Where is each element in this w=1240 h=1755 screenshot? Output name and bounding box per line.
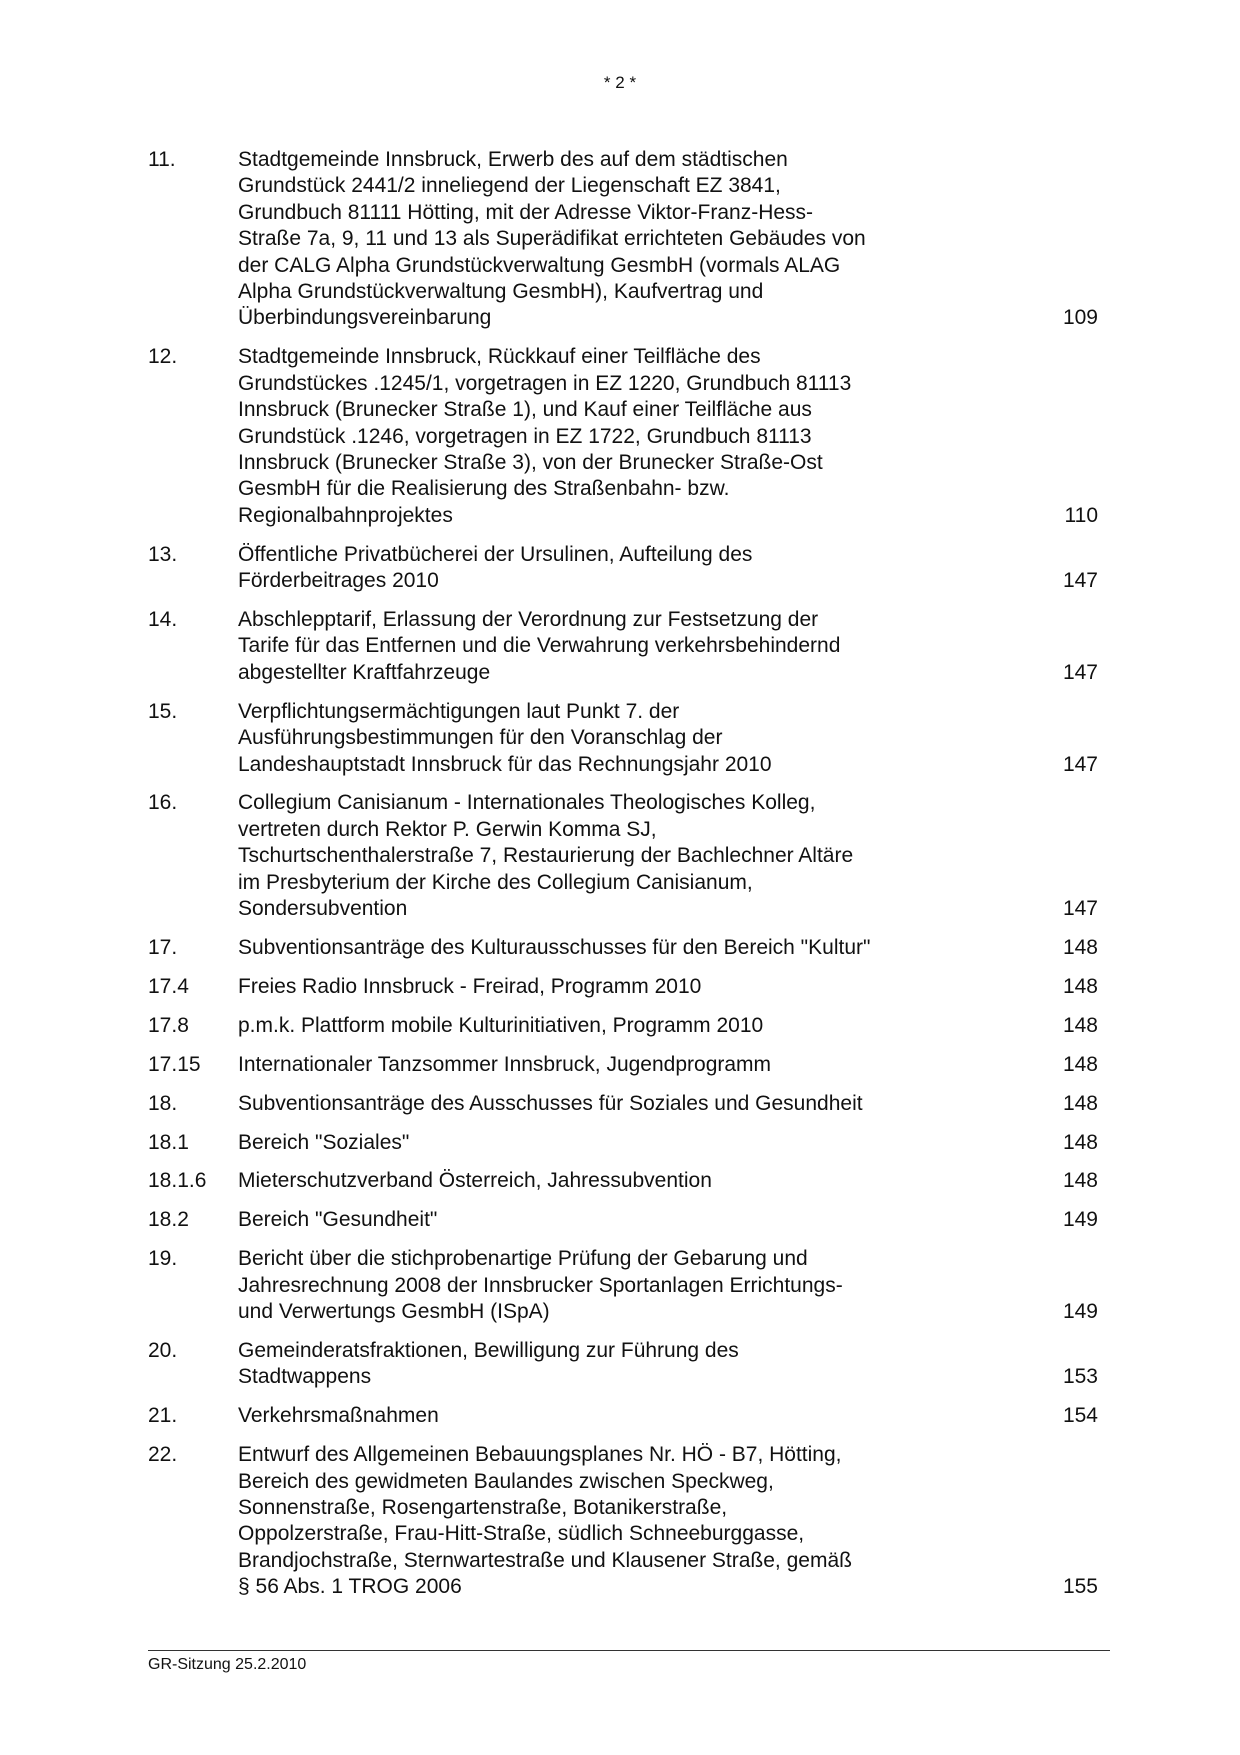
toc-entry-number: 18.2 xyxy=(148,1208,189,1232)
toc-entry xyxy=(148,147,1098,332)
toc-entry-title-line: Ausführungsbestimmungen für den Voranschlag der xyxy=(238,726,723,750)
toc-entry-title-line: Internationaler Tanzsommer Innsbruck, Jugendprogramm xyxy=(238,1052,772,1076)
toc-entry-page-number: 147 xyxy=(1062,660,1098,684)
toc-entry-number: 18.1.6 xyxy=(148,1169,207,1193)
toc-entry-number: 11. xyxy=(148,148,176,171)
toc-entry-number: 12. xyxy=(148,345,178,369)
toc-entry xyxy=(148,790,1098,922)
toc-entry-title-line: Sonnenstraße, Rosengartenstraße, Botanikerstraße, xyxy=(238,1495,728,1519)
toc-entry-number: 19. xyxy=(148,1247,178,1271)
toc-entry-title-line: Alpha Grundstückverwaltung GesmbH), Kaufvertrag und xyxy=(238,280,764,304)
toc-entry-page-number: 148 xyxy=(1062,1091,1098,1115)
toc-entry-number: 15. xyxy=(148,699,178,723)
toc-entry-title-line: Innsbruck (Brunecker Straße 1), und Kauf einer Teilfläche aus xyxy=(238,398,812,422)
toc-entry xyxy=(148,974,1098,1000)
toc-entry-title-line: Bericht über die stichprobenartige Prüfung der Gebarung und xyxy=(238,1247,808,1271)
toc-entry xyxy=(148,607,1098,686)
toc-entry-title-line: Oppolzerstraße, Frau-Hitt-Straße, südlich Schneeburggasse, xyxy=(238,1522,805,1546)
toc-entry-page-number: 148 xyxy=(1062,1130,1098,1154)
toc-entry-title-line: Gemeinderatsfraktionen, Bewilligung zur Führung des xyxy=(238,1338,739,1362)
toc-entry-page-number: 148 xyxy=(1062,935,1098,959)
toc-entry-title-line: Mieterschutzverband Österreich, Jahressubvention xyxy=(238,1169,712,1193)
toc-entry-number: 18. xyxy=(148,1091,178,1115)
toc-entry xyxy=(148,1013,1098,1039)
toc-entry-title xyxy=(238,542,958,595)
toc-entry-title-line: Subventionsanträge des Kulturausschusses für den Bereich "Kultur" xyxy=(238,935,871,959)
toc-entry xyxy=(148,1403,1098,1429)
toc-entry-title-line: Jahresrechnung 2008 der Innsbrucker Sportanlagen Errichtungs- xyxy=(238,1273,843,1297)
toc-entry xyxy=(148,1052,1098,1078)
page-number: * 2 * xyxy=(603,73,637,92)
toc-entry-page-number: 148 xyxy=(1062,974,1098,998)
toc-entry-page-number: 109 xyxy=(1062,306,1098,330)
toc-entry-title xyxy=(238,1052,958,1078)
toc-entry-title-line: p.m.k. Plattform mobile Kulturinitiativen, Programm 2010 xyxy=(238,1013,764,1037)
toc-entry-title-line: abgestellter Kraftfahrzeuge xyxy=(238,660,491,684)
toc-entry-title-line: Brandjochstraße, Sternwartestraße und Klausener Straße, gemäß xyxy=(238,1548,852,1572)
toc-entry-title-line: Bereich "Soziales" xyxy=(238,1130,410,1154)
toc-entry-title-line: Collegium Canisianum - Internationales Theologisches Kolleg, xyxy=(238,791,816,815)
toc-entry-title xyxy=(238,974,958,1000)
toc-entry-title-line: Entwurf des Allgemeinen Bebauungsplanes Nr. HÖ - B7, Hötting, xyxy=(238,1443,842,1467)
toc-entry-number: 13. xyxy=(148,542,178,566)
toc-entry-title-line: der CALG Alpha Grundstückverwaltung GesmbH (vormals ALAG xyxy=(238,253,841,277)
toc-entry xyxy=(148,1130,1098,1156)
toc-entry-title xyxy=(238,1403,958,1429)
toc-entry-title-line: Grundstück .1246, vorgetragen in EZ 1722, Grundbuch 81113 xyxy=(238,424,812,448)
toc-entry-number: 17.8 xyxy=(148,1013,189,1037)
toc-entry-title-line: Straße 7a, 9, 11 und 13 als Superädifikat errichteten Gebäudes von xyxy=(238,227,866,251)
toc-entry-title-line: Stadtwappens xyxy=(238,1365,372,1389)
toc-entry-page-number: 153 xyxy=(1062,1365,1098,1389)
toc-entry-title xyxy=(238,147,958,332)
toc-entry-page-number: 149 xyxy=(1062,1300,1098,1324)
toc-entry-number: 14. xyxy=(148,608,178,631)
toc-entry-title-line: Innsbruck (Brunecker Straße 3), von der Brunecker Straße-Ost xyxy=(238,450,823,474)
toc-entry xyxy=(148,1338,1098,1391)
toc-entry-title-line: Bereich "Gesundheit" xyxy=(238,1208,438,1232)
toc-entry-page-number: 149 xyxy=(1062,1208,1098,1232)
toc-entry-title-line: GesmbH für die Realisierung des Straßenbahn- bzw. xyxy=(238,477,730,501)
toc-entry-title xyxy=(238,790,958,922)
toc-entry-title xyxy=(238,1168,958,1194)
footer-session-date: GR-Sitzung 25.2.2010 xyxy=(148,1656,307,1673)
toc-entry-title xyxy=(238,1091,958,1117)
toc-entry-title-line: Verkehrsmaßnahmen xyxy=(238,1404,439,1428)
toc-entry-number: 21. xyxy=(148,1404,178,1428)
toc-entry-title xyxy=(238,1246,958,1325)
toc-entry xyxy=(148,1168,1098,1194)
toc-entry-number: 17.15 xyxy=(148,1052,201,1076)
toc-entry-title xyxy=(238,1013,958,1039)
toc-entry-title-line: Überbindungsvereinbarung xyxy=(238,306,492,330)
toc-entry-page-number: 110 xyxy=(1064,503,1098,527)
toc-entry xyxy=(148,1207,1098,1233)
toc-entry xyxy=(148,935,1098,961)
toc-entry-title-line: Abschlepptarif, Erlassung der Verordnung zur Festsetzung der xyxy=(238,608,819,631)
toc-entry-page-number: 147 xyxy=(1062,569,1098,593)
toc-entry-title xyxy=(238,344,958,529)
toc-entry-page-number: 148 xyxy=(1062,1169,1098,1193)
toc-entry-title-line: Tschurtschenthalerstraße 7, Restaurierung der Bachlechner Altäre xyxy=(238,844,854,868)
toc-entry-title-line: Verpflichtungsermächtigungen laut Punkt 7. der xyxy=(238,699,680,723)
toc-entry-title xyxy=(238,935,958,961)
toc-entry-title-line: Grundbuch 81111 Hötting, mit der Adresse Viktor-Franz-Hess- xyxy=(238,200,814,224)
toc-entry-title xyxy=(238,1338,958,1391)
toc-entry-title xyxy=(238,1130,958,1156)
toc-entry-page-number: 154 xyxy=(1062,1404,1098,1428)
toc-entry-page-number: 148 xyxy=(1062,1052,1098,1076)
toc-entry-title xyxy=(238,1442,958,1600)
toc-entry-title-line: Freies Radio Innsbruck - Freirad, Programm 2010 xyxy=(238,974,702,998)
toc-entry-number: 20. xyxy=(148,1338,178,1362)
table-of-contents xyxy=(148,147,1098,1613)
toc-entry-title-line: § 56 Abs. 1 TROG 2006 xyxy=(238,1575,462,1599)
toc-entry-title-line: und Verwertungs GesmbH (ISpA) xyxy=(238,1300,550,1324)
toc-entry xyxy=(148,699,1098,778)
toc-entry-page-number: 155 xyxy=(1062,1575,1098,1599)
toc-entry-title-line: Regionalbahnprojektes xyxy=(238,503,453,527)
toc-entry-number: 17. xyxy=(148,935,178,959)
toc-entry-title-line: Stadtgemeinde Innsbruck, Rückkauf einer Teilfläche des xyxy=(238,345,761,369)
toc-entry-page-number: 147 xyxy=(1062,752,1098,776)
toc-entry-number: 17.4 xyxy=(148,974,189,998)
toc-entry xyxy=(148,1091,1098,1117)
toc-entry-number: 22. xyxy=(148,1443,178,1467)
toc-entry-title-line: Grundstückes .1245/1, vorgetragen in EZ 1220, Grundbuch 81113 xyxy=(238,371,852,395)
toc-entry xyxy=(148,542,1098,595)
footer-divider xyxy=(148,1650,1110,1651)
toc-entry-title-line: Bereich des gewidmeten Baulandes zwischen Speckweg, xyxy=(238,1469,774,1493)
toc-entry xyxy=(148,1442,1098,1600)
toc-entry xyxy=(148,1246,1098,1325)
toc-entry-title-line: Landeshauptstadt Innsbruck für das Rechnungsjahr 2010 xyxy=(238,752,772,776)
toc-entry-title xyxy=(238,699,958,778)
toc-entry-title-line: Stadtgemeinde Innsbruck, Erwerb des auf dem städtischen xyxy=(238,148,788,171)
toc-entry-title-line: Öffentliche Privatbücherei der Ursulinen, Aufteilung des xyxy=(238,542,753,566)
toc-entry-number: 16. xyxy=(148,791,178,815)
toc-entry-title-line: Tarife für das Entfernen und die Verwahrung verkehrsbehindernd xyxy=(238,634,841,658)
toc-entry-title-line: vertreten durch Rektor P. Gerwin Komma SJ, xyxy=(238,817,657,841)
toc-entry-title-line: Förderbeitrages 2010 xyxy=(238,569,439,593)
toc-entry-page-number: 147 xyxy=(1062,897,1098,921)
toc-entry-title xyxy=(238,1207,958,1233)
toc-entry-page-number: 148 xyxy=(1062,1013,1098,1037)
toc-entry-title-line: im Presbyterium der Kirche des Collegium Canisianum, xyxy=(238,870,753,894)
toc-entry-number: 18.1 xyxy=(148,1130,189,1154)
toc-entry-title-line: Subventionsanträge des Ausschusses für Soziales und Gesundheit xyxy=(238,1091,863,1115)
toc-entry-title-line: Sondersubvention xyxy=(238,897,408,921)
toc-entry-title-line: Grundstück 2441/2 inneliegend der Liegenschaft EZ 3841, xyxy=(238,174,781,198)
toc-entry xyxy=(148,344,1098,529)
toc-entry-title xyxy=(238,607,958,686)
